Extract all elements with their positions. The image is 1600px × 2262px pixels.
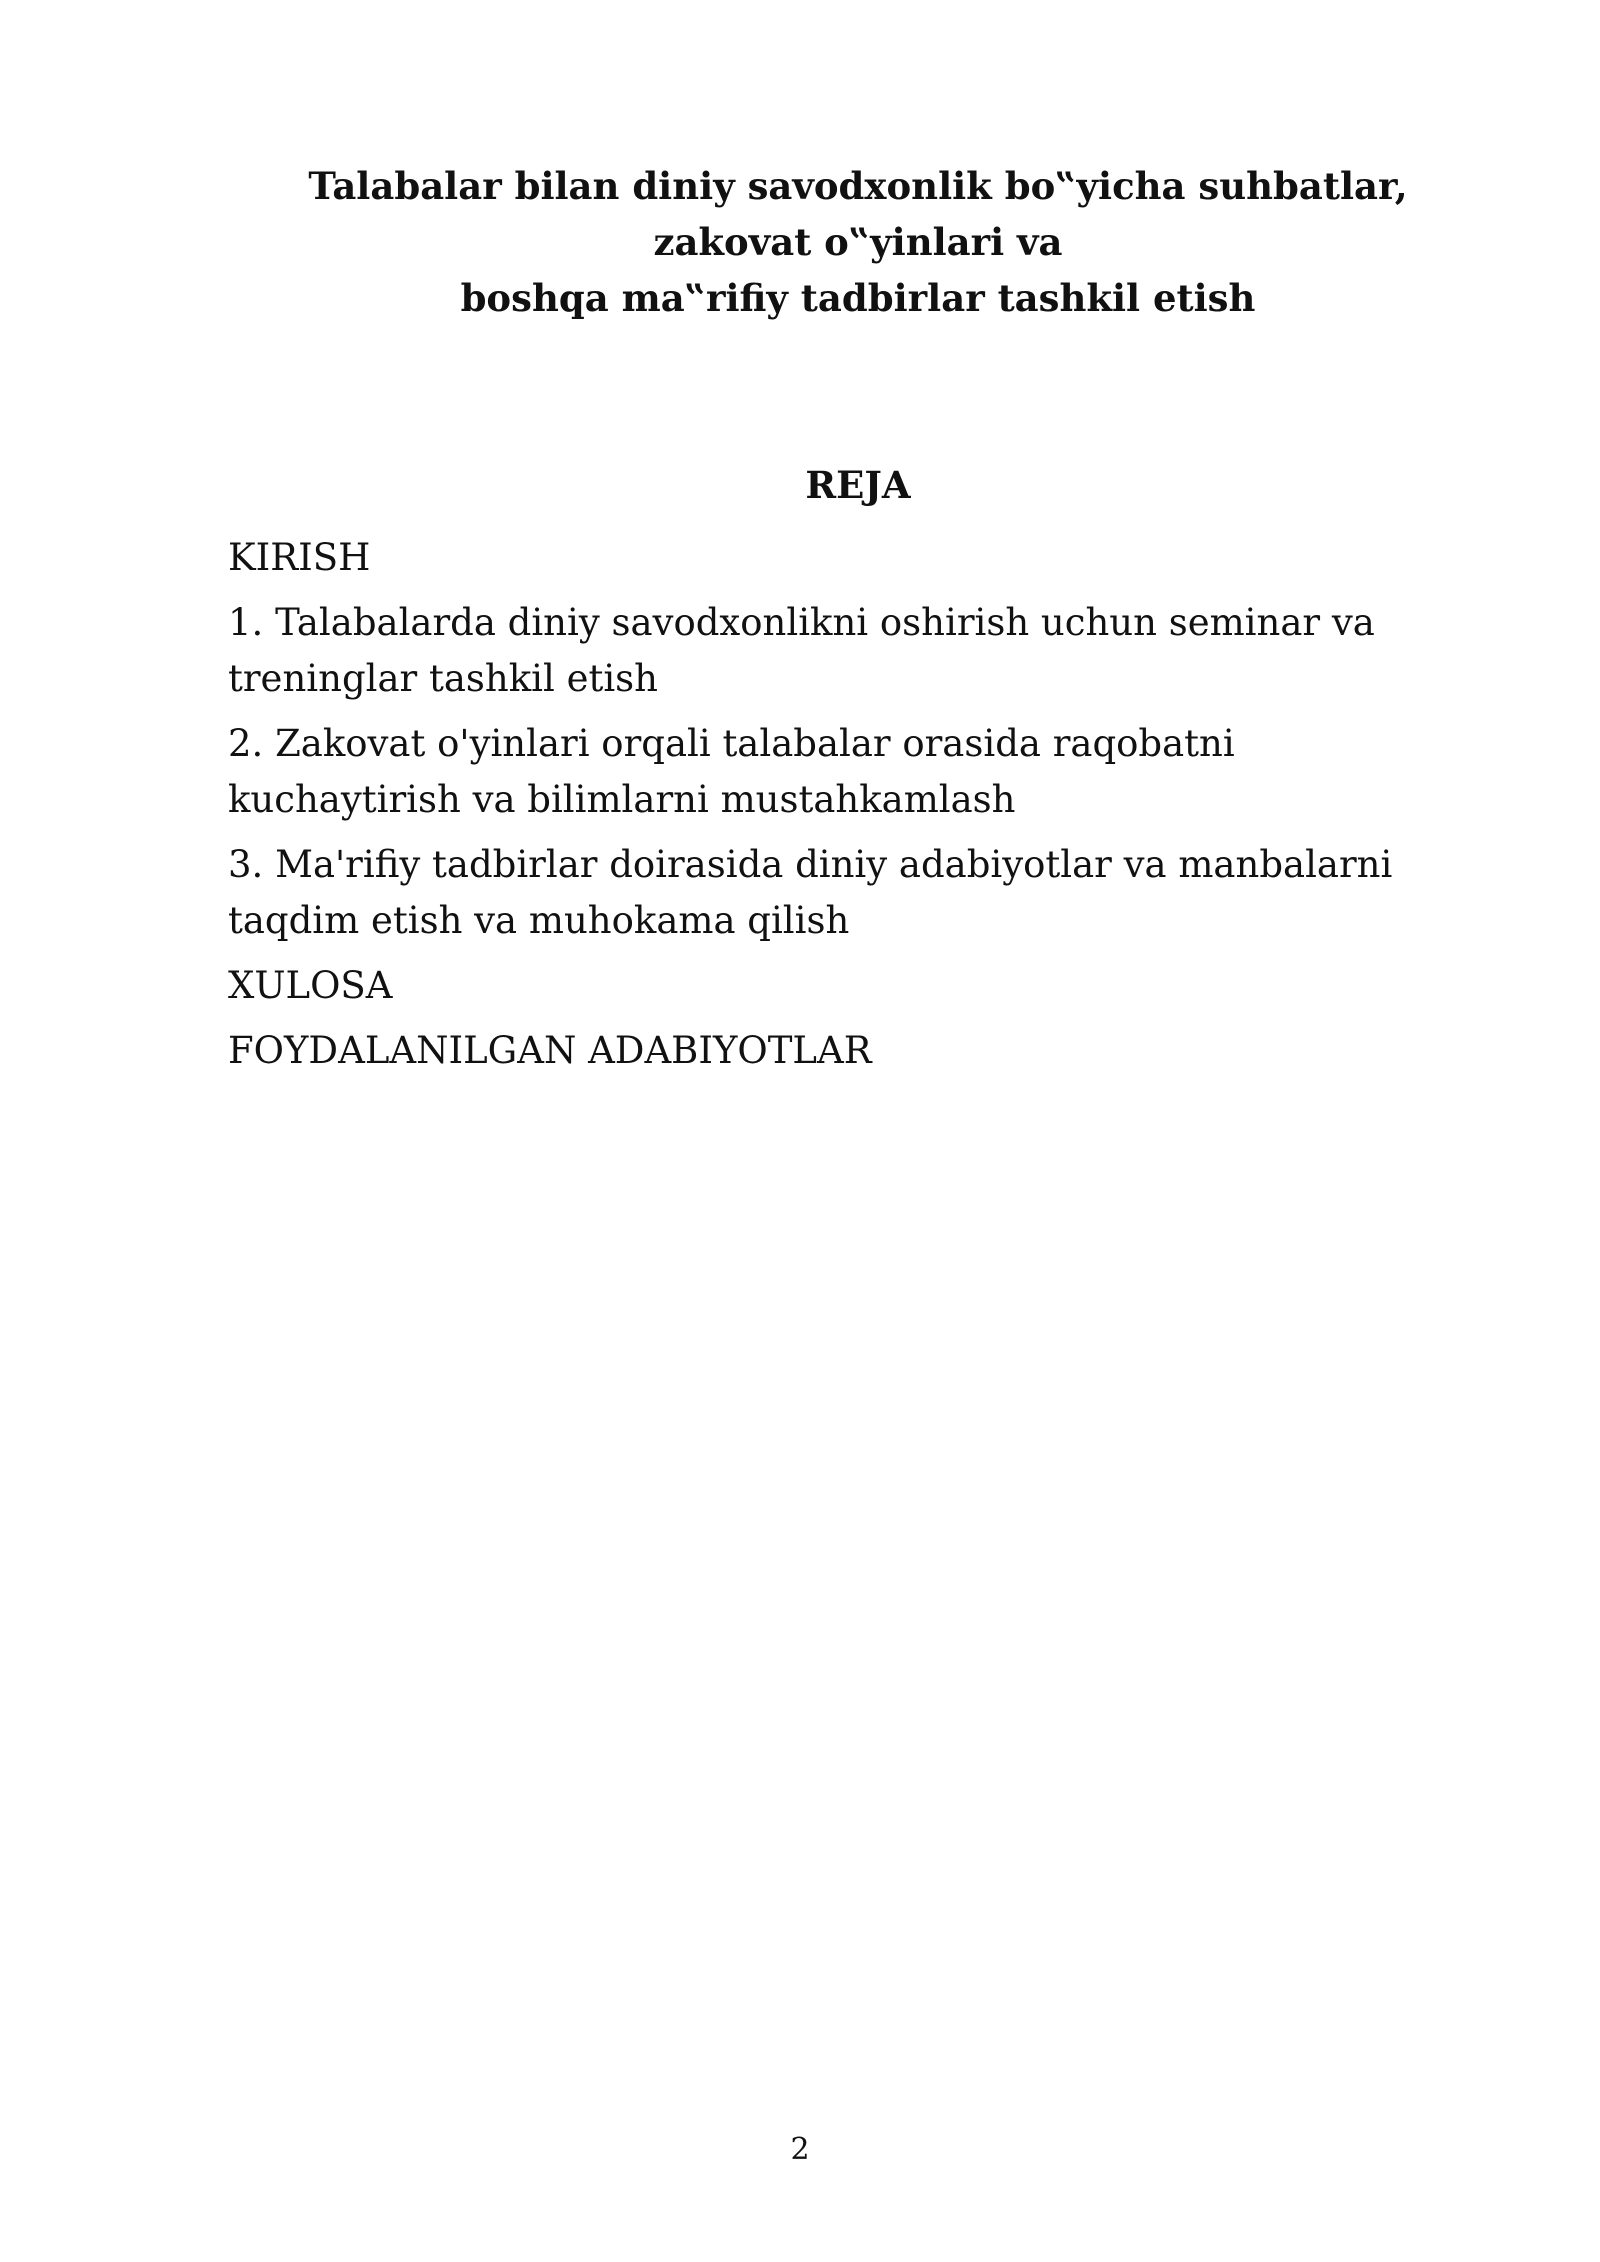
plan-item-2: [228, 716, 1468, 828]
plan-item-conclusion: [228, 958, 1468, 1014]
plan-item-line: 2. Zakovat o'yinlari orqali talabalar orasida raqobatni: [228, 722, 1235, 765]
plan-heading: REJA: [805, 463, 911, 507]
title-line-3: boshqa ma‟rifiy tadbirlar tashkil etish: [460, 276, 1256, 320]
plan-item-references: [228, 1023, 1468, 1079]
plan-item-1: [228, 595, 1468, 707]
plan-item-line: FOYDALANILGAN ADABIYOTLAR: [228, 1029, 872, 1072]
page-number: 2: [790, 2132, 810, 2167]
plan-item-line: XULOSA: [228, 964, 393, 1007]
plan-item-introduction: [228, 530, 1468, 586]
document-title: [228, 158, 1488, 326]
plan-list: [228, 530, 1468, 1088]
title-line-1: Talabalar bilan diniy savodxonlik bo‟yicha suhbatlar,: [308, 164, 1408, 208]
plan-item-line: 3. Ma'rifiy tadbirlar doirasida diniy adabiyotlar va manbalarni: [228, 843, 1393, 886]
plan-item-line: treninglar tashkil etish: [228, 657, 658, 700]
plan-item-line: 1. Talabalarda diniy savodxonlikni oshirish uchun seminar va: [228, 601, 1375, 644]
plan-item-line: taqdim etish va muhokama qilish: [228, 899, 850, 942]
plan-item-3: [228, 837, 1468, 949]
title-line-2: zakovat o‟yinlari va: [653, 220, 1063, 264]
plan-item-line: KIRISH: [228, 536, 371, 579]
plan-item-line: kuchaytirish va bilimlarni mustahkamlash: [228, 778, 1016, 821]
